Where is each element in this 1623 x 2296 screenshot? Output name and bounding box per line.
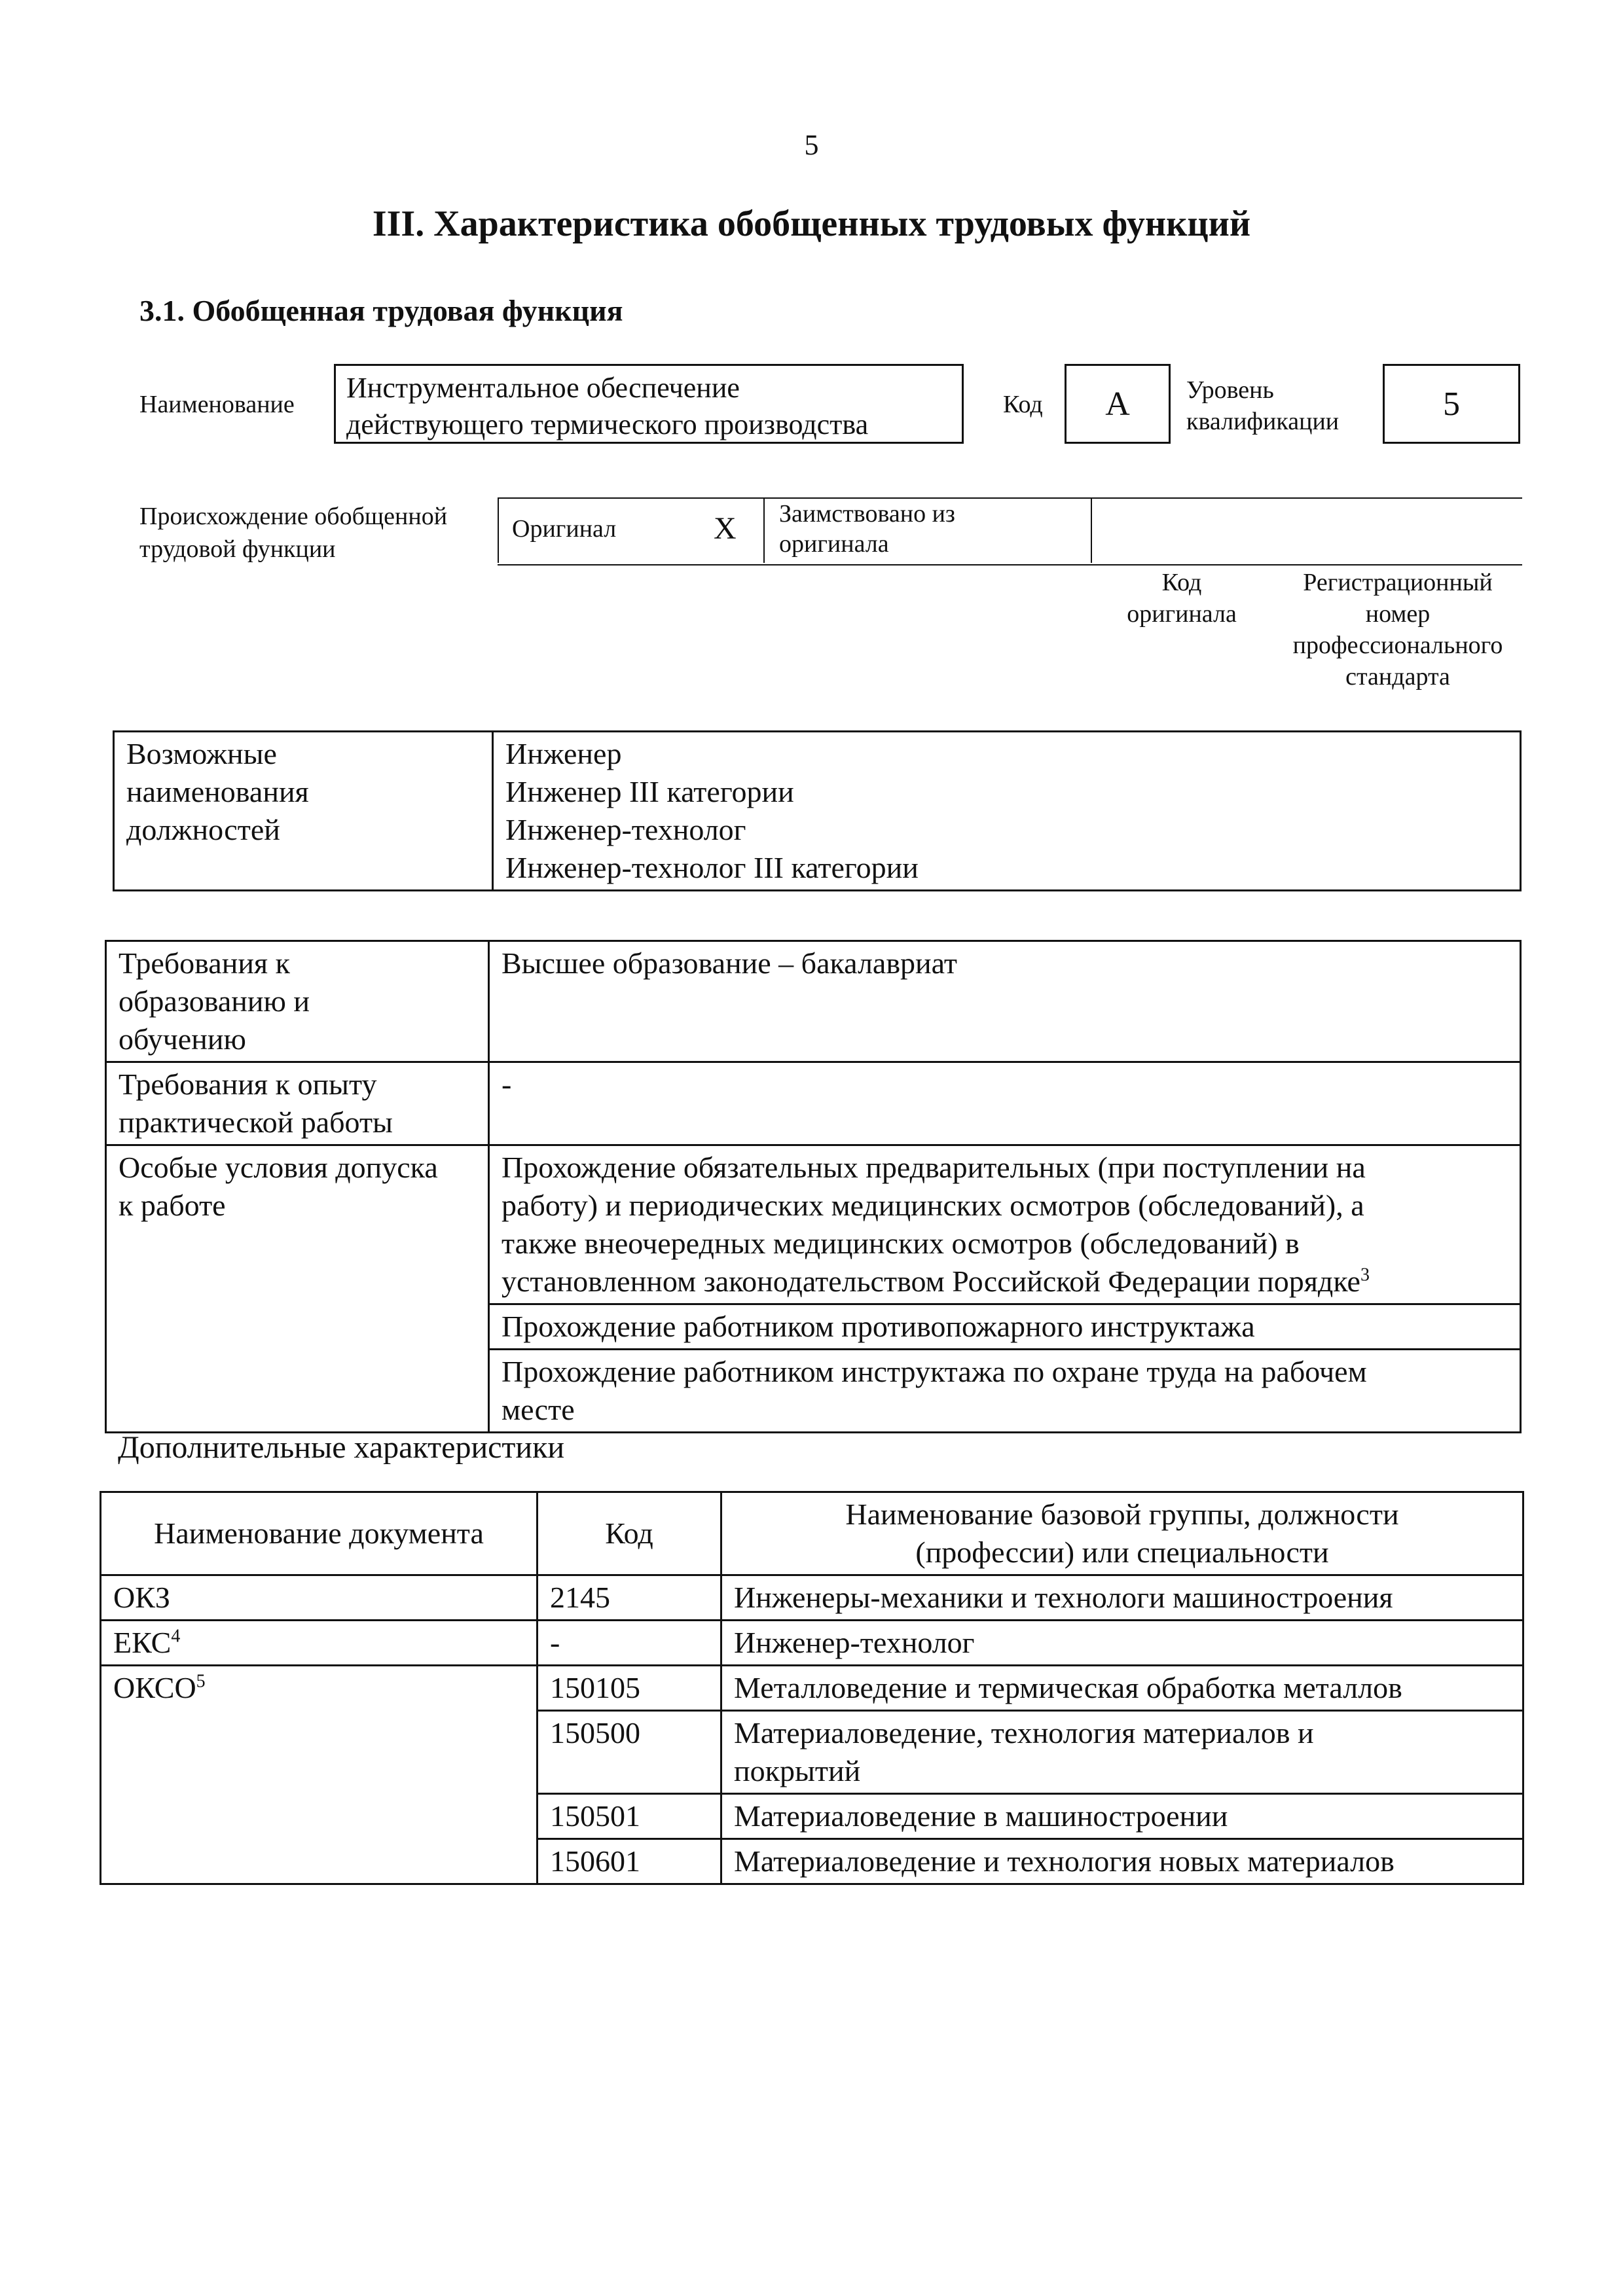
special-3-line2: месте bbox=[501, 1393, 575, 1426]
special-condition-2: Прохождение работником противопожарного инструктажа bbox=[489, 1304, 1521, 1350]
okso-name: Материаловедение и технология новых материалов bbox=[721, 1839, 1523, 1884]
experience-label-line2: практической работы bbox=[119, 1105, 393, 1139]
list-item: Инженер bbox=[505, 737, 622, 770]
borrowed-line1: Заимствовано из bbox=[779, 500, 955, 528]
okz-code: 2145 bbox=[538, 1575, 721, 1621]
experience-label-cell bbox=[106, 1062, 489, 1145]
reg-line2: номер bbox=[1365, 600, 1431, 628]
eks-name: Инженер-технолог bbox=[721, 1621, 1523, 1666]
special-1-line4 bbox=[501, 1263, 1508, 1300]
okso-code: 150500 bbox=[538, 1711, 721, 1794]
col-code-header: Код bbox=[538, 1492, 721, 1575]
okso-name-line1: Материаловедение, технология материалов и bbox=[734, 1716, 1314, 1749]
special-label-line1: Особые условия допуска bbox=[119, 1151, 438, 1184]
col-doc-header: Наименование документа bbox=[101, 1492, 538, 1575]
okso-doc bbox=[101, 1666, 538, 1884]
additional-title: Дополнительные характеристики bbox=[118, 1430, 565, 1465]
experience-label-line1: Требования к опыту bbox=[119, 1067, 377, 1101]
list-item: Инженер III категории bbox=[505, 775, 794, 808]
subsection-title: 3.1. Обобщенная трудовая функция bbox=[139, 294, 623, 327]
function-name-box bbox=[334, 364, 964, 444]
table-row bbox=[106, 1145, 1521, 1304]
special-3-line1: Прохождение работником инструктажа по охране труда на рабочем bbox=[501, 1355, 1367, 1388]
requirements-table bbox=[105, 940, 1522, 1433]
table-row bbox=[106, 941, 1521, 1062]
section-title: III. Характеристика обобщенных трудовых функций bbox=[372, 204, 1251, 244]
positions-label-line3: должностей bbox=[126, 813, 280, 846]
origin-row bbox=[498, 497, 1522, 563]
footnote-4: 4 bbox=[171, 1626, 181, 1647]
col-name-line1: Наименование базовой группы, должности bbox=[845, 1498, 1399, 1531]
education-label-line2: образованию и bbox=[119, 984, 310, 1018]
table-row bbox=[114, 732, 1521, 891]
original-mark: X bbox=[714, 511, 737, 546]
reg-line1: Регистрационный bbox=[1303, 569, 1493, 596]
origin-label-line2: трудовой функции bbox=[139, 535, 336, 563]
okso-name: Металловедение и термическая обработка металлов bbox=[721, 1666, 1523, 1711]
original-label: Оригинал bbox=[512, 515, 617, 543]
special-label-cell bbox=[106, 1145, 489, 1433]
origin-label-line1: Происхождение обобщенной bbox=[139, 503, 448, 530]
list-item: Инженер-технолог III категории bbox=[505, 851, 919, 884]
name-label: Наименование bbox=[139, 391, 295, 418]
eks-code: - bbox=[538, 1621, 721, 1666]
positions-label-line1: Возможные bbox=[126, 737, 277, 770]
function-name-line2: действующего термического производства bbox=[346, 408, 869, 440]
education-label-cell bbox=[106, 941, 489, 1062]
positions-table bbox=[113, 730, 1522, 891]
special-1-line1: Прохождение обязательных предварительных (при поступлении на bbox=[501, 1151, 1366, 1184]
okso-code: 150105 bbox=[538, 1666, 721, 1711]
col-name-header bbox=[721, 1492, 1523, 1575]
level-value: 5 bbox=[1383, 364, 1520, 444]
table-row bbox=[101, 1575, 1523, 1621]
table-header-row bbox=[101, 1492, 1523, 1575]
code-label: Код bbox=[1003, 391, 1043, 418]
code-original-caption bbox=[1106, 567, 1257, 630]
special-1-line3: также внеочередных медицинских осмотров (обследований) в bbox=[501, 1227, 1300, 1260]
okz-doc: ОКЗ bbox=[101, 1575, 538, 1621]
col-name-line2: (профессии) или специальности bbox=[915, 1535, 1329, 1569]
table-row bbox=[106, 1062, 1521, 1145]
borrowed-line2: оригинала bbox=[779, 530, 889, 558]
okso-code: 150601 bbox=[538, 1839, 721, 1884]
additional-table bbox=[100, 1491, 1524, 1885]
code-value: A bbox=[1065, 364, 1171, 444]
okso-name: Материаловедение в машиностроении bbox=[721, 1794, 1523, 1839]
special-1-line4-text: установленном законодательством Российской Федерации порядке bbox=[501, 1265, 1360, 1298]
eks-doc-text: ЕКС bbox=[113, 1626, 172, 1659]
positions-list-cell bbox=[493, 732, 1521, 891]
special-label-line2: к работе bbox=[119, 1189, 226, 1222]
registration-caption bbox=[1270, 567, 1525, 692]
level-label-line2: квалификации bbox=[1186, 408, 1340, 435]
footnote-5: 5 bbox=[196, 1671, 206, 1692]
list-item: Инженер-технолог bbox=[505, 813, 746, 846]
reg-line4: стандарта bbox=[1345, 663, 1450, 691]
reg-line3: профессионального bbox=[1292, 632, 1503, 659]
eks-doc bbox=[101, 1621, 538, 1666]
level-label bbox=[1186, 374, 1339, 437]
education-label-line1: Требования к bbox=[119, 946, 290, 980]
special-condition-3 bbox=[489, 1350, 1521, 1433]
special-condition-1 bbox=[489, 1145, 1521, 1304]
positions-label-line2: наименования bbox=[126, 775, 309, 808]
borrowed-label bbox=[779, 499, 955, 559]
experience-value: - bbox=[489, 1062, 1521, 1145]
positions-label-cell bbox=[114, 732, 493, 891]
okso-name-line2: покрытий bbox=[734, 1754, 861, 1787]
okz-name: Инженеры-механики и технологи машиностроения bbox=[721, 1575, 1523, 1621]
special-1-line2: работу) и периодических медицинских осмотров (обследований), а bbox=[501, 1189, 1364, 1222]
okso-name bbox=[721, 1711, 1523, 1794]
origin-label bbox=[139, 500, 447, 565]
table-row bbox=[101, 1621, 1523, 1666]
page-number: 5 bbox=[804, 129, 819, 161]
function-name-line1: Инструментальное обеспечение bbox=[346, 372, 740, 404]
code-original-line2: оригинала bbox=[1127, 600, 1237, 628]
table-row bbox=[101, 1666, 1523, 1711]
code-original-line1: Код bbox=[1161, 569, 1202, 596]
level-label-line1: Уровень bbox=[1186, 376, 1274, 404]
education-label-line3: обучению bbox=[119, 1022, 246, 1056]
footnote-3: 3 bbox=[1360, 1265, 1370, 1285]
education-value: Высшее образование – бакалавриат bbox=[489, 941, 1521, 1062]
okso-code: 150501 bbox=[538, 1794, 721, 1839]
okso-doc-text: ОКСО bbox=[113, 1671, 196, 1704]
